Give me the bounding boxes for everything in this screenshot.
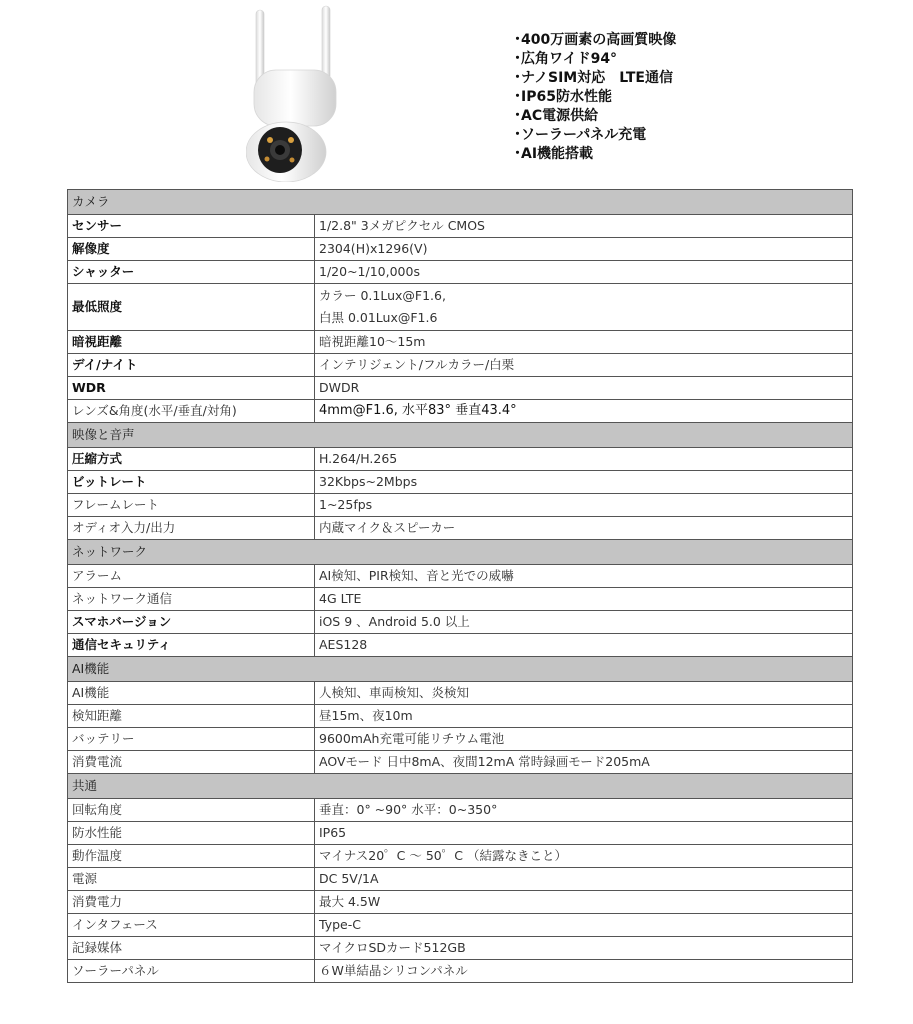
spec-value: DC 5V/1A	[315, 868, 853, 891]
table-row	[68, 284, 853, 331]
spec-label: 消費電流	[68, 751, 315, 774]
table-row	[68, 728, 853, 751]
spec-value: 暗視距離10～15m	[315, 331, 853, 354]
table-row	[68, 215, 853, 238]
table-row	[68, 377, 853, 400]
table-row	[68, 331, 853, 354]
spec-value: AES128	[315, 634, 853, 657]
spec-label: 回転角度	[68, 799, 315, 822]
spec-value-multiline	[315, 284, 853, 331]
table-row	[68, 517, 853, 540]
spec-value: 1/20~1/10,000s	[315, 261, 853, 284]
spec-label: アラーム	[68, 565, 315, 588]
spec-label: 解像度	[68, 238, 315, 261]
spec-label: レンズ&角度(水平/垂直/対角)	[68, 400, 315, 423]
section-title: カメラ	[68, 190, 853, 215]
spec-value: H.264/H.265	[315, 448, 853, 471]
spec-value: 垂直：0° ~90° 水平：0~350°	[315, 799, 853, 822]
table-row	[68, 960, 853, 983]
table-row	[68, 494, 853, 517]
spec-value: 人検知、車両検知、炎検知	[315, 682, 853, 705]
section-header-row	[68, 190, 853, 215]
table-row	[68, 799, 853, 822]
spec-value: 4mm@F1.6, 水平83° 垂直43.4°	[315, 400, 853, 423]
table-row	[68, 565, 853, 588]
spec-value: AI検知、PIR検知、音と光での威嚇	[315, 565, 853, 588]
table-row	[68, 914, 853, 937]
table-row	[68, 891, 853, 914]
spec-label: ソーラーパネル	[68, 960, 315, 983]
spec-value: 9600mAh充電可能リチウム電池	[315, 728, 853, 751]
spec-label: ネットワーク通信	[68, 588, 315, 611]
table-row	[68, 471, 853, 494]
spec-label: スマホバージョン	[68, 611, 315, 634]
table-row	[68, 448, 853, 471]
spec-label: 記録媒体	[68, 937, 315, 960]
feature-item: ･400万画素の高画質映像	[514, 32, 677, 48]
spec-value: 32Kbps~2Mbps	[315, 471, 853, 494]
table-row	[68, 682, 853, 705]
spec-value: ６W単結晶シリコンパネル	[315, 960, 853, 983]
feature-item: ･広角ワイド94°	[514, 51, 618, 67]
feature-item: ･IP65防水性能	[514, 89, 612, 105]
camera-product-image	[246, 4, 366, 182]
spec-label: ビットレート	[68, 471, 315, 494]
section-header-row	[68, 540, 853, 565]
spec-label: 動作温度	[68, 845, 315, 868]
feature-item: ･ソーラーパネル充電	[514, 127, 647, 143]
spec-value: DWDR	[315, 377, 853, 400]
table-row	[68, 868, 853, 891]
section-title: ネットワーク	[68, 540, 853, 565]
table-row	[68, 238, 853, 261]
section-header-row	[68, 774, 853, 799]
spec-value: 最大 4.5W	[315, 891, 853, 914]
table-row	[68, 611, 853, 634]
section-header-row	[68, 423, 853, 448]
spec-label: 消費電力	[68, 891, 315, 914]
spec-value-line: カラー 0.1Lux@F1.6,	[319, 288, 446, 303]
table-row	[68, 588, 853, 611]
feature-item: ･AI機能搭載	[514, 146, 594, 162]
spec-value: 2304(H)x1296(V)	[315, 238, 853, 261]
table-row	[68, 751, 853, 774]
spec-label: 検知距離	[68, 705, 315, 728]
feature-list	[514, 31, 676, 164]
feature-item: ･AC電源供給	[514, 108, 599, 124]
table-row	[68, 400, 853, 423]
table-row	[68, 354, 853, 377]
spec-value: AOVモード 日中8mA、夜間12mA 常時録画モード205mA	[315, 751, 853, 774]
spec-label: 通信セキュリティ	[68, 634, 315, 657]
table-row	[68, 634, 853, 657]
spec-label: オディオ入力/出力	[68, 517, 315, 540]
section-title: 共通	[68, 774, 853, 799]
spec-value: iOS 9 、Android 5.0 以上	[315, 611, 853, 634]
table-row	[68, 822, 853, 845]
table-row	[68, 705, 853, 728]
spec-value: マイナス20゜C ～ 50゜C （結露なきこと）	[315, 845, 853, 868]
spec-label: デイ/ナイト	[68, 354, 315, 377]
spec-value: 昼15m、夜10m	[315, 705, 853, 728]
spec-value: Type-C	[315, 914, 853, 937]
spec-label: 防水性能	[68, 822, 315, 845]
spec-value: IP65	[315, 822, 853, 845]
spec-label: シャッター	[68, 261, 315, 284]
spec-label: インタフェース	[68, 914, 315, 937]
spec-label: フレームレート	[68, 494, 315, 517]
spec-label: 圧縮方式	[68, 448, 315, 471]
section-title: AI機能	[68, 657, 853, 682]
spec-value: マイクロSDカード512GB	[315, 937, 853, 960]
table-row	[68, 845, 853, 868]
spec-value: 内蔵マイク＆スピーカー	[315, 517, 853, 540]
spec-value-line: 白黒 0.01Lux@F1.6	[319, 310, 438, 325]
spec-label: AI機能	[68, 682, 315, 705]
spec-value: 1/2.8" 3メガピクセル CMOS	[315, 215, 853, 238]
spec-label: センサー	[68, 215, 315, 238]
table-row	[68, 937, 853, 960]
section-title: 映像と音声	[68, 423, 853, 448]
table-row	[68, 261, 853, 284]
spec-label: WDR	[68, 377, 315, 400]
section-header-row	[68, 657, 853, 682]
spec-label: 電源	[68, 868, 315, 891]
feature-item: ･ナノSIM対応 LTE通信	[514, 70, 673, 86]
spec-label: 暗視距離	[68, 331, 315, 354]
spec-label: 最低照度	[68, 284, 315, 331]
spec-value: 4G LTE	[315, 588, 853, 611]
spec-table	[67, 189, 853, 983]
spec-value: インテリジェント/フルカラー/白栗	[315, 354, 853, 377]
spec-label: バッテリー	[68, 728, 315, 751]
spec-value: 1~25fps	[315, 494, 853, 517]
